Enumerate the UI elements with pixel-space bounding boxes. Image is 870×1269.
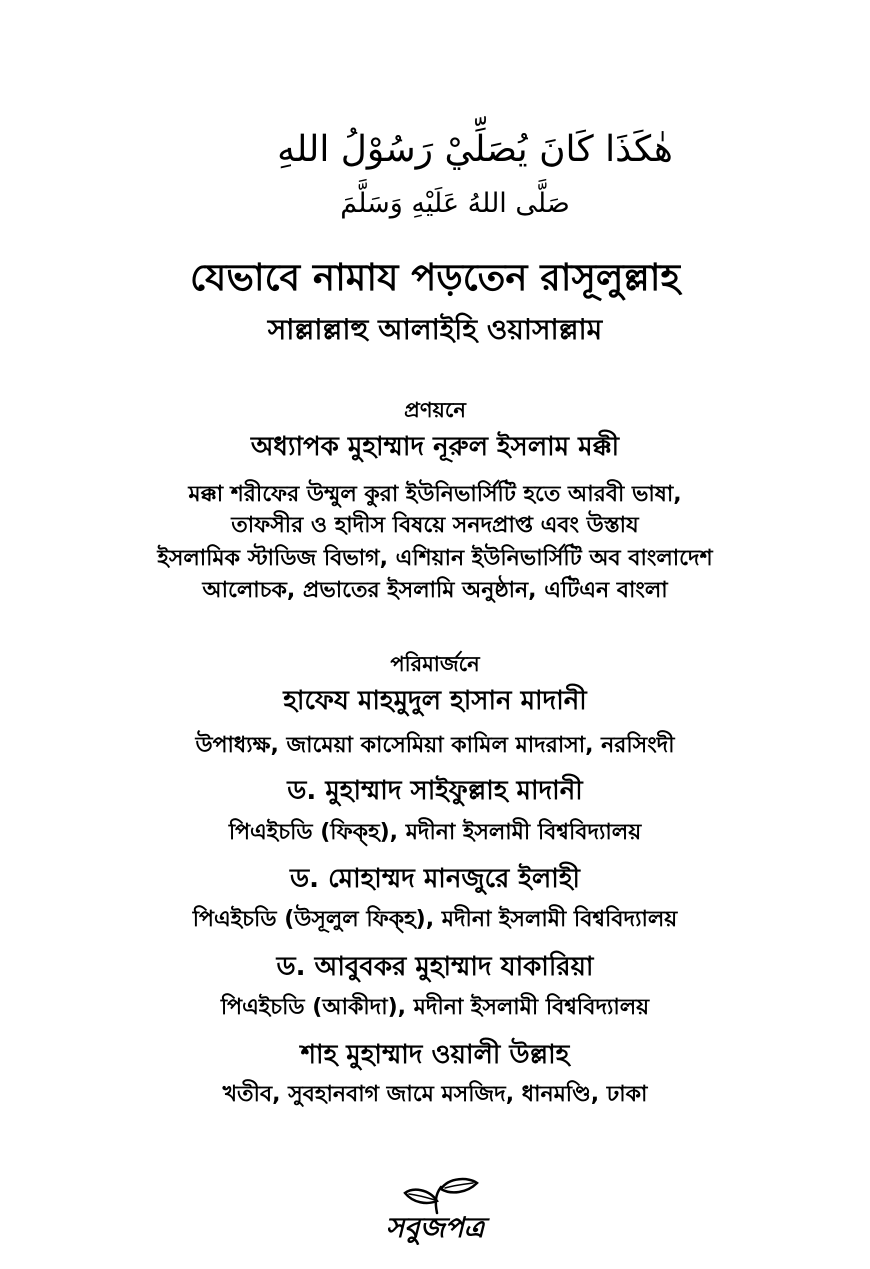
author-label: প্রণয়নে (404, 398, 466, 422)
arabic-salutation: صَلَّى اللهُ عَلَيْهِ وَسَلَّمَ (340, 188, 570, 219)
editor-name: ড. মোহাম্মদ মানজুরে ইলাহী (290, 864, 580, 894)
editor-name: শাহ মুহাম্মাদ ওয়ালী উল্লাহ (300, 1040, 570, 1070)
arabic-heading: هٰكَذَا كَانَ يُصَلِّيْ رَسُوْلُ اللهِ (277, 129, 673, 170)
publisher-logo (365, 1175, 505, 1245)
editor-desc: পিএইচডি (আকীদা), মদীনা ইসলামী বিশ্ববিদ্যালয় (220, 995, 650, 1020)
author-desc-line-4: আলোচক, প্রভাতের ইসলামি অনুষ্ঠান, এটিএন বাংলা (202, 578, 668, 603)
editor-desc: পিএইচডি (ফিক্‌হ), মদীনা ইসলামী বিশ্ববিদ্যালয় (228, 820, 642, 845)
editor-desc: উপাধ্যক্ষ, জামেয়া কাসেমিয়া কামিল মাদরাসা, নরসিংদী (195, 733, 675, 758)
author-name: অধ্যাপক মুহাম্মাদ নূরুল ইসলাম মক্কী (250, 432, 620, 462)
editors-label: পরিমার্জনে (390, 652, 480, 676)
editor-name: ড. আবুবকর মুহাম্মাদ যাকারিয়া (276, 952, 594, 982)
editor-name: ড. মুহাম্মাদ সাইফুল্লাহ মাদানী (287, 776, 583, 806)
editor-desc: খতীব, সুবহানবাগ জামে মসজিদ, ধানমণ্ডি, ঢাকা (222, 1082, 648, 1107)
author-desc-line-3: ইসলামিক স্টাডিজ বিভাগ, এশিয়ান ইউনিভার্সিটি অব বাংলাদেশ (157, 546, 713, 571)
editor-name: হাফেয মাহমুদুল হাসান মাদানী (283, 686, 587, 716)
leaf-sprout-icon (405, 1179, 477, 1213)
book-title: যেভাবে নামায পড়তেন রাসূলুল্লাহ (190, 256, 680, 299)
author-desc-line-1: মক্কা শরীফের উম্মুল কুরা ইউনিভার্সিটি হতে আরবী ভাষা, (188, 482, 682, 507)
publisher-logo-text: সবুজপত্র (385, 1211, 485, 1244)
book-subtitle: সাল্লাল্লাহু আলাইহি ওয়াসাল্লাম (267, 313, 603, 346)
editor-desc: পিএইচডি (উসূলুল ফিক্‌হ), মদীনা ইসলামী বিশ্ববিদ্যালয় (192, 907, 678, 932)
author-desc-line-2: তাফসীর ও হাদীস বিষয়ে সনদপ্রাপ্ত এবং উস্তায (231, 513, 639, 538)
